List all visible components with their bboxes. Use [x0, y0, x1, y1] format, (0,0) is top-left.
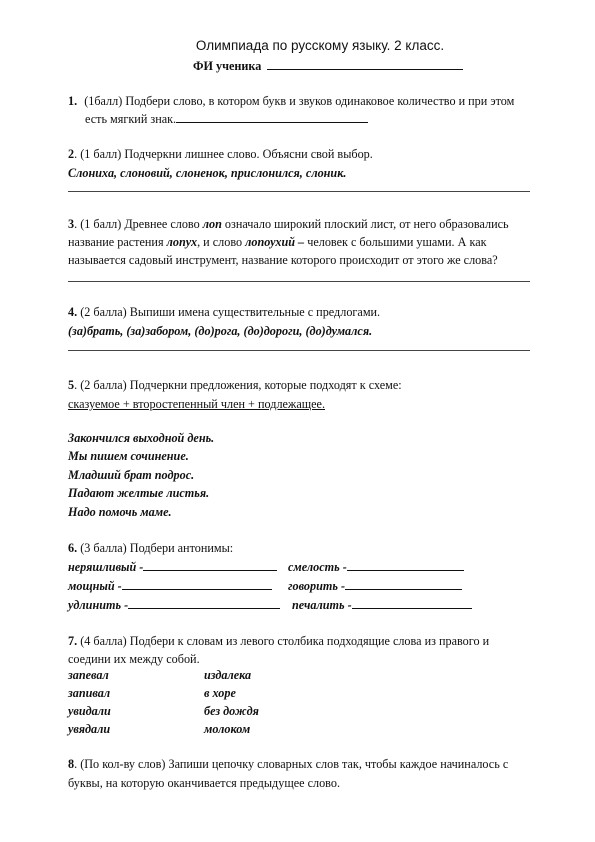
- question-6-line-1: [68, 541, 233, 556]
- match-left-word[interactable]: запевал: [68, 668, 109, 682]
- antonym-row: [68, 579, 272, 594]
- antonym-row: [68, 560, 277, 575]
- question-4-words: (за)брать, (за)забором, (до)рога, (до)дороги, (до)думался.: [68, 324, 373, 338]
- antonym-right-word: печалить -: [292, 598, 352, 612]
- question-2-line-1: [68, 147, 373, 162]
- question-1-line-1: [68, 94, 514, 109]
- question-3-text-c: название растения: [68, 235, 167, 249]
- question-7-text: (4 балла) Подбери к словам из левого столбика подходящие слова из правого и: [77, 634, 490, 648]
- question-8-line-1: [68, 757, 508, 772]
- question-3-answer-line[interactable]: [68, 281, 530, 282]
- question-6-text: (3 балла) Подбери антонимы:: [77, 541, 234, 555]
- question-4-number: 4.: [68, 305, 78, 319]
- antonym-right-word: говорить -: [288, 579, 345, 593]
- question-2-number: 2: [68, 147, 75, 161]
- question-5-sentence[interactable]: Надо помочь маме.: [68, 505, 172, 519]
- question-2-answer-line[interactable]: [68, 191, 530, 192]
- question-5-text: . (2 балла) Подчеркни предложения, которые подходят к схеме:: [74, 378, 402, 392]
- question-2-words: Слониха, слоновий, слоненок, прислонился, слоник.: [68, 166, 347, 180]
- question-3-word-lopukh: лопух: [166, 235, 198, 249]
- antonym-left-word: удлинить -: [68, 598, 129, 612]
- question-4-line-1: [68, 305, 380, 320]
- question-7-line-1: [68, 634, 489, 649]
- antonym-answer-field[interactable]: [347, 560, 464, 571]
- question-5-number: 5: [68, 378, 75, 392]
- antonym-answer-field[interactable]: [345, 579, 462, 590]
- question-3-line-2: [68, 235, 487, 250]
- question-1-text-2: есть мягкий знак.: [85, 112, 177, 126]
- antonym-left-word: неряшливый -: [68, 560, 144, 574]
- antonym-row: [288, 579, 462, 594]
- question-1-text: (1балл) Подбери слово, в котором букв и звуков одинаковое количество и при этом: [84, 94, 515, 108]
- antonym-row: [288, 560, 464, 575]
- question-3-word-lopoukhiy: лопоухий –: [245, 235, 305, 249]
- question-5-sentence[interactable]: Мы пишем сочинение.: [68, 449, 189, 463]
- antonym-answer-field[interactable]: [122, 579, 272, 590]
- page-title: Олимпиада по русскому языку. 2 класс.: [195, 38, 445, 53]
- question-4-answer-line[interactable]: [68, 350, 530, 351]
- question-3-text-b: означало широкий плоский лист, от него образовались: [221, 217, 509, 231]
- antonym-right-word: смелость -: [288, 560, 347, 574]
- antonym-row: [68, 598, 280, 613]
- match-right-word[interactable]: в хоре: [204, 686, 236, 700]
- match-right-word[interactable]: без дождя: [204, 704, 259, 718]
- student-name-field[interactable]: [267, 58, 463, 70]
- question-7-line-2: соедини их между собой.: [68, 652, 200, 666]
- match-right-word[interactable]: молоком: [204, 722, 251, 736]
- question-6-number: 6.: [68, 541, 78, 555]
- antonym-answer-field[interactable]: [143, 560, 277, 571]
- question-5-line-1: [68, 378, 402, 393]
- question-5-scheme: сказуемое + второстепенный член + подлежащее.: [68, 397, 326, 411]
- question-5-sentence[interactable]: Младший брат подрос.: [68, 468, 195, 482]
- question-3-text-e: человек с большими ушами. А как: [304, 235, 487, 249]
- antonym-left-word: мощный -: [68, 579, 122, 593]
- question-3-number: 3: [68, 217, 75, 231]
- question-8-number: 8: [68, 757, 75, 771]
- match-left-word[interactable]: увядали: [68, 722, 111, 736]
- question-1-number: 1.: [68, 94, 78, 108]
- match-left-word[interactable]: запивал: [68, 686, 111, 700]
- question-1-answer-field[interactable]: [176, 112, 368, 123]
- question-1-line-2: [85, 112, 368, 127]
- question-5-sentence[interactable]: Падают желтые листья.: [68, 486, 210, 500]
- question-3-text-a: . (1 балл) Древнее слово: [74, 217, 203, 231]
- antonym-row: [292, 598, 472, 613]
- antonym-answer-field[interactable]: [352, 598, 472, 609]
- question-3-word-lop: лоп: [202, 217, 222, 231]
- question-3-line-1: [68, 217, 509, 232]
- student-name-row: [193, 58, 463, 74]
- student-name-label: ФИ ученика: [193, 59, 262, 73]
- question-8-text: . (По кол-ву слов) Запиши цепочку словарных слов так, чтобы каждое начиналось с: [74, 757, 509, 771]
- question-5-sentence[interactable]: Закончился выходной день.: [68, 431, 215, 445]
- question-2-text: . (1 балл) Подчеркни лишнее слово. Объясни свой выбор.: [74, 147, 373, 161]
- question-7-number: 7.: [68, 634, 78, 648]
- match-right-word[interactable]: издалека: [204, 668, 252, 682]
- antonym-answer-field[interactable]: [128, 598, 280, 609]
- question-8-line-2: буквы, на которую оканчивается предыдущее слово.: [68, 776, 340, 790]
- question-3-line-3: называется садовый инструмент, название которого происходит от этого же слова?: [68, 253, 498, 267]
- question-3-text-d: , и слово: [197, 235, 246, 249]
- match-left-word[interactable]: увидали: [68, 704, 111, 718]
- question-4-text: (2 балла) Выпиши имена существительные с предлогами.: [77, 305, 381, 319]
